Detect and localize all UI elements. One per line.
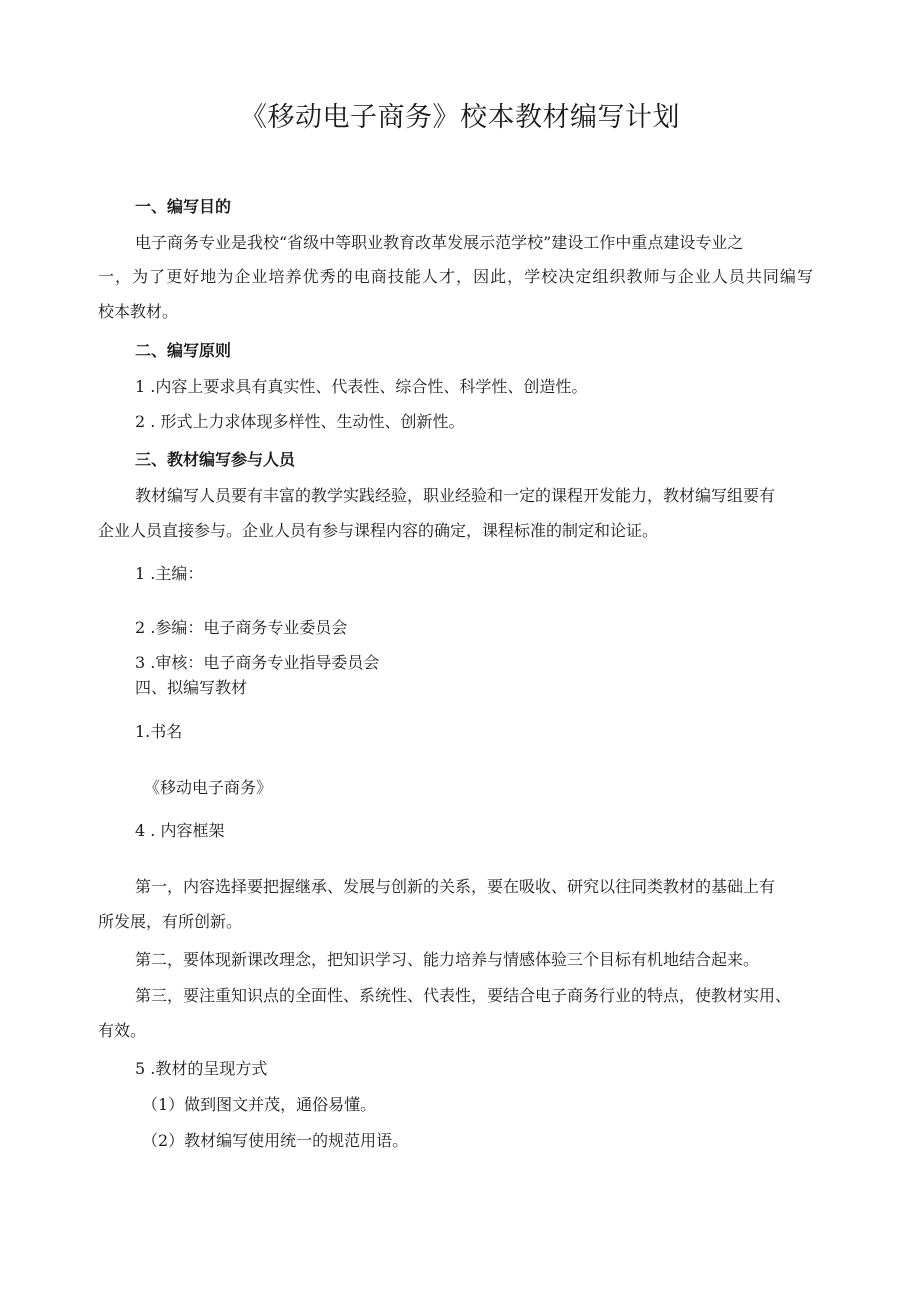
purpose-paragraph-line-3: 校本教材。 — [98, 302, 179, 321]
presentation-item-2: （2）教材编写使用统一的规范用语。 — [142, 1131, 409, 1150]
section-heading-principles: 二、编写原则 — [135, 341, 232, 360]
book-name: 《移动电子商务》 — [144, 778, 273, 797]
purpose-paragraph-line-1: 电子商务专业是我校“省级中等职业教育改革发展示范学校”建设工作中重点建设专业之 — [135, 233, 744, 252]
participants-paragraph-line-2: 企业人员直接参与。企业人员有参与课程内容的确定，课程标准的制定和论证。 — [98, 521, 659, 540]
participants-paragraph-line-1: 教材编写人员要有丰富的教学实践经验，职业经验和一定的课程开发能力，教材编写组要有 — [135, 486, 776, 505]
presentation-item-1: （1）做到图文并茂，通俗易懂。 — [142, 1095, 377, 1114]
principle-item-1: 1 .内容上要求具有真实性、代表性、综合性、科学性、创造性。 — [135, 377, 588, 396]
purpose-paragraph-line-2: 一，为了更好地为企业培养优秀的电商技能人才，因此，学校决定组织教师与企业人员共同编写 — [98, 267, 813, 286]
framework-point-3-line-1: 第三，要注重知识点的全面性、系统性、代表性，要结合电子商务行业的特点，使教材实用、 — [135, 986, 792, 1005]
section-heading-participants: 三、教材编写参与人员 — [135, 450, 296, 469]
content-framework-label: 4 . 内容框架 — [135, 821, 225, 840]
participant-co-editors: 2 .参编：电子商务专业委员会 — [135, 618, 348, 637]
section-heading-planned-textbook: 四、拟编写教材 — [135, 678, 248, 697]
page-title: 《移动电子商务》校本教材编写计划 — [240, 102, 680, 133]
participant-reviewers: 3 .审核：电子商务专业指导委员会 — [135, 653, 380, 672]
principle-item-2: 2 . 形式上力求体现多样性、生动性、创新性。 — [135, 412, 465, 431]
book-name-label: 1.书名 — [135, 722, 183, 741]
framework-point-2: 第二，要体现新课改理念，把知识学习、能力培养与情感体验三个目标有机地结合起来。 — [135, 950, 760, 969]
framework-point-1-line-2: 所发展，有所创新。 — [98, 912, 243, 931]
presentation-method-label: 5 .教材的呈现方式 — [135, 1059, 268, 1078]
framework-point-3-line-2: 有效。 — [98, 1021, 147, 1040]
participant-chief-editor: 1 .主编： — [135, 564, 204, 583]
section-heading-purpose: 一、编写目的 — [135, 197, 232, 216]
framework-point-1-line-1: 第一，内容选择要把握继承、发展与创新的关系，要在吸收、研究以往同类教材的基础上有 — [135, 877, 776, 896]
